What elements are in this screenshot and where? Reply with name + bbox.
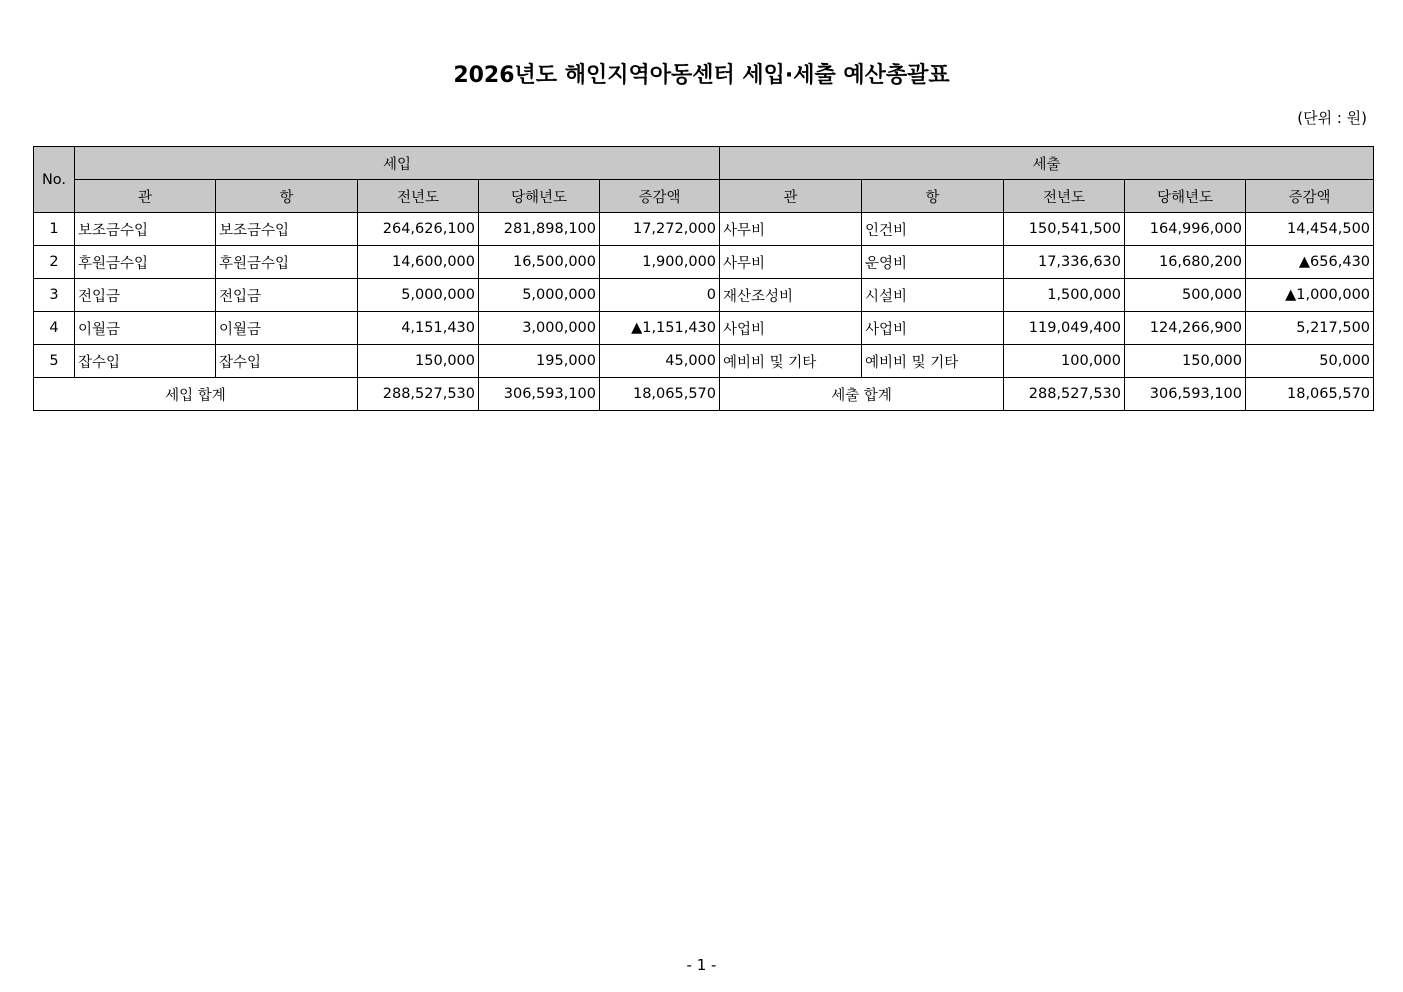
expense-total-label: 세출 합계 xyxy=(720,378,1004,411)
income-hang: 후원금수입 xyxy=(216,246,358,279)
expense-curr: 500,000 xyxy=(1125,279,1246,312)
expense-gwan: 재산조성비 xyxy=(720,279,862,312)
table-row xyxy=(34,246,1374,279)
header-expense-curr: 당해년도 xyxy=(1125,180,1246,213)
row-no: 4 xyxy=(34,312,75,345)
header-expense-prev: 전년도 xyxy=(1004,180,1125,213)
expense-gwan: 예비비 및 기타 xyxy=(720,345,862,378)
expense-diff: 14,454,500 xyxy=(1246,213,1374,246)
table-row xyxy=(34,312,1374,345)
income-curr: 3,000,000 xyxy=(479,312,600,345)
expense-prev: 150,541,500 xyxy=(1004,213,1125,246)
row-no: 3 xyxy=(34,279,75,312)
header-expense: 세출 xyxy=(720,147,1374,180)
income-prev: 150,000 xyxy=(358,345,479,378)
expense-diff: ▲1,000,000 xyxy=(1246,279,1374,312)
table-row xyxy=(34,213,1374,246)
income-diff: 0 xyxy=(600,279,720,312)
expense-hang: 인건비 xyxy=(862,213,1004,246)
income-total-curr: 306,593,100 xyxy=(479,378,600,411)
expense-gwan: 사무비 xyxy=(720,213,862,246)
expense-gwan: 사업비 xyxy=(720,312,862,345)
expense-diff: 5,217,500 xyxy=(1246,312,1374,345)
header-row-columns xyxy=(34,180,1374,213)
income-total-diff: 18,065,570 xyxy=(600,378,720,411)
income-prev: 264,626,100 xyxy=(358,213,479,246)
expense-prev: 100,000 xyxy=(1004,345,1125,378)
header-row-groups xyxy=(34,147,1374,180)
income-gwan: 전입금 xyxy=(75,279,216,312)
income-hang: 보조금수입 xyxy=(216,213,358,246)
expense-diff: ▲656,430 xyxy=(1246,246,1374,279)
row-no: 5 xyxy=(34,345,75,378)
expense-curr: 124,266,900 xyxy=(1125,312,1246,345)
income-hang: 전입금 xyxy=(216,279,358,312)
income-hang: 잡수입 xyxy=(216,345,358,378)
header-expense-hang: 항 xyxy=(862,180,1004,213)
expense-gwan: 사무비 xyxy=(720,246,862,279)
income-diff: ▲1,151,430 xyxy=(600,312,720,345)
table-row xyxy=(34,279,1374,312)
income-curr: 16,500,000 xyxy=(479,246,600,279)
income-gwan: 후원금수입 xyxy=(75,246,216,279)
totals-row xyxy=(34,378,1374,411)
expense-curr: 164,996,000 xyxy=(1125,213,1246,246)
header-income-diff: 증감액 xyxy=(600,180,720,213)
header-income-gwan: 관 xyxy=(75,180,216,213)
income-gwan: 이월금 xyxy=(75,312,216,345)
unit-label: (단위 : 원) xyxy=(1297,109,1367,127)
expense-curr: 16,680,200 xyxy=(1125,246,1246,279)
income-total-prev: 288,527,530 xyxy=(358,378,479,411)
header-income-hang: 항 xyxy=(216,180,358,213)
expense-hang: 운영비 xyxy=(862,246,1004,279)
income-prev: 14,600,000 xyxy=(358,246,479,279)
expense-hang: 사업비 xyxy=(862,312,1004,345)
header-income: 세입 xyxy=(75,147,720,180)
row-no: 1 xyxy=(34,213,75,246)
income-diff: 1,900,000 xyxy=(600,246,720,279)
header-expense-diff: 증감액 xyxy=(1246,180,1374,213)
budget-summary-table xyxy=(33,146,1374,411)
header-income-curr: 당해년도 xyxy=(479,180,600,213)
income-hang: 이월금 xyxy=(216,312,358,345)
expense-hang: 시설비 xyxy=(862,279,1004,312)
expense-prev: 119,049,400 xyxy=(1004,312,1125,345)
income-curr: 5,000,000 xyxy=(479,279,600,312)
expense-prev: 1,500,000 xyxy=(1004,279,1125,312)
income-gwan: 보조금수입 xyxy=(75,213,216,246)
row-no: 2 xyxy=(34,246,75,279)
expense-total-prev: 288,527,530 xyxy=(1004,378,1125,411)
expense-diff: 50,000 xyxy=(1246,345,1374,378)
expense-total-curr: 306,593,100 xyxy=(1125,378,1246,411)
header-expense-gwan: 관 xyxy=(720,180,862,213)
income-diff: 45,000 xyxy=(600,345,720,378)
income-curr: 281,898,100 xyxy=(479,213,600,246)
income-gwan: 잡수입 xyxy=(75,345,216,378)
income-prev: 4,151,430 xyxy=(358,312,479,345)
header-no: No. xyxy=(34,147,75,213)
expense-total-diff: 18,065,570 xyxy=(1246,378,1374,411)
expense-prev: 17,336,630 xyxy=(1004,246,1125,279)
header-income-prev: 전년도 xyxy=(358,180,479,213)
income-diff: 17,272,000 xyxy=(600,213,720,246)
income-prev: 5,000,000 xyxy=(358,279,479,312)
page-number: - 1 - xyxy=(686,956,717,974)
income-curr: 195,000 xyxy=(479,345,600,378)
expense-curr: 150,000 xyxy=(1125,345,1246,378)
income-total-label: 세입 합계 xyxy=(34,378,358,411)
expense-hang: 예비비 및 기타 xyxy=(862,345,1004,378)
page-title: 2026년도 해인지역아동센터 세입·세출 예산총괄표 xyxy=(453,63,950,88)
table-row xyxy=(34,345,1374,378)
